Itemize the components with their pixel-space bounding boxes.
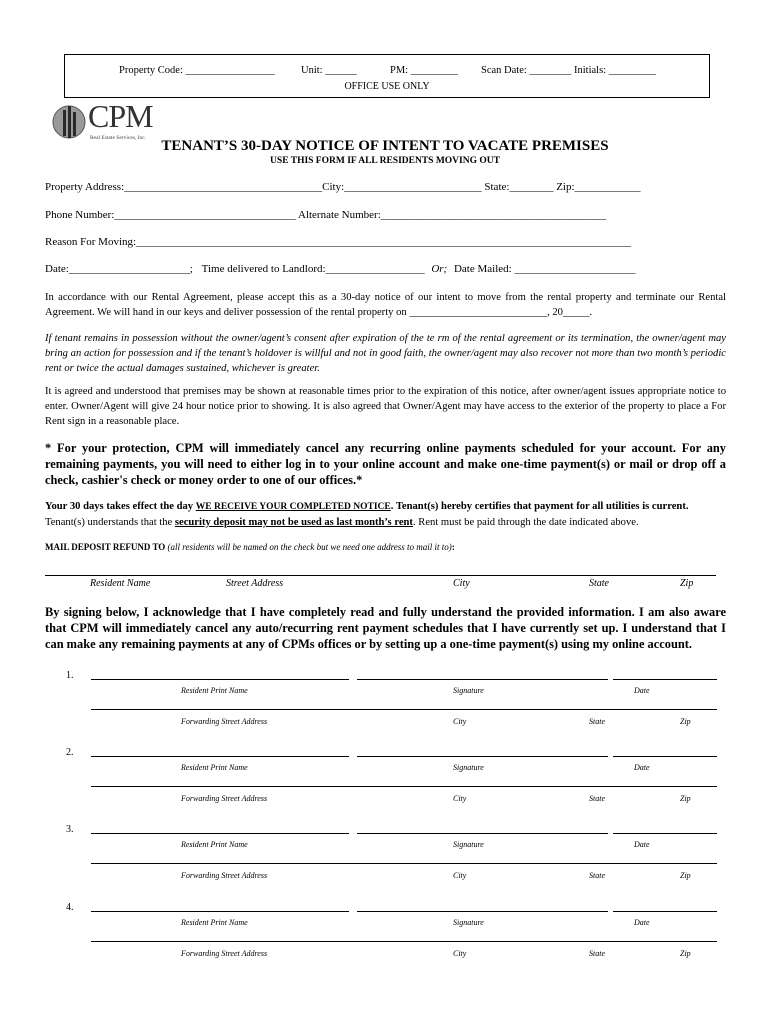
signature-caption: Signature — [453, 763, 484, 772]
showing-paragraph: It is agreed and understood that premises may be shown at reasonable times prior to the expiration of this notice, after owner/agent issues appropriate notice to enter. Owner/Agent will give 24 hour notice prior to showing. It is also agreed that Owner/Agent may have access to the exterior of the property to place a For Rent sign in a reasonable place. — [45, 386, 726, 427]
date-row — [45, 263, 635, 275]
date-caption: Date — [634, 686, 650, 695]
logo-text: CPM — [88, 98, 153, 134]
mail-refund-note: (all residents will be named on the check but we need one address to mail it to) — [165, 542, 452, 552]
unit-field[interactable]: Unit: ______ — [301, 65, 357, 76]
forwarding-zip-caption: Zip — [680, 794, 691, 803]
refund-zip-caption: Zip — [680, 578, 694, 589]
print-name-line[interactable] — [91, 833, 349, 834]
forwarding-zip-caption: Zip — [680, 871, 691, 880]
mail-refund-label: MAIL DEPOSIT REFUND TO — [45, 542, 166, 552]
acknowledgement-paragraph: By signing below, I acknowledge that I have completely read and fully understand the provided information. I am also aware that CPM will immediately cancel any auto/recurring rent payment schedules that I have currently set up. I understand that I can make any remaining payments at any of CPMs offices or by setting up a one-time payment(s) using my online account. — [45, 605, 726, 651]
forwarding-city-caption: City — [453, 949, 467, 958]
forwarding-street-caption: Forwarding Street Address — [181, 717, 268, 726]
date-line[interactable] — [613, 833, 717, 834]
receive-notice-text: WE RECEIVE YOUR COMPLETED NOTICE — [195, 502, 391, 512]
forwarding-zip-caption: Zip — [680, 717, 691, 726]
date-field[interactable]: Date:______________________; — [45, 263, 193, 275]
refund-address-line[interactable] — [45, 575, 716, 576]
signature-caption: Signature — [453, 918, 484, 927]
holdover-paragraph: If tenant remains in possession without the owner/agent’s consent after expiration of the te rm of the rental agreement or its termination, the owner/agent may bring an action for possession and if the tenant’s holdover is willful and not in good faith, the owner/agent may also recover not more than two month’s periodic rent or twice the actual damages sustained, whichever is greater. — [45, 333, 726, 374]
signature-line[interactable] — [357, 911, 608, 912]
date-line[interactable] — [613, 911, 717, 912]
date-caption: Date — [634, 840, 650, 849]
date-line[interactable] — [613, 679, 717, 680]
print-name-caption: Resident Print Name — [181, 686, 248, 695]
property-code-field[interactable]: Property Code: _________________ — [119, 65, 275, 76]
forwarding-address-line[interactable] — [91, 709, 717, 710]
forwarding-city-caption: City — [453, 717, 467, 726]
office-use-box — [64, 54, 710, 98]
signer-number: 3. — [66, 824, 74, 835]
forwarding-zip-caption: Zip — [680, 949, 691, 958]
logo-subtext: Real Estate Services, Inc. — [90, 135, 147, 141]
date-caption: Date — [634, 918, 650, 927]
deposit-warning: security deposit may not be used as last month’s rent — [174, 517, 413, 528]
forwarding-state-caption: State — [589, 717, 605, 726]
property-address-field[interactable]: Property Address:____________________________________City:_________________________ State:________ Zip:____________ — [45, 181, 641, 193]
print-name-caption: Resident Print Name — [181, 763, 248, 772]
print-name-caption: Resident Print Name — [181, 918, 248, 927]
refund-street-caption: Street Address — [226, 578, 284, 589]
forwarding-state-caption: State — [589, 871, 605, 880]
mail-refund-colon: : — [451, 542, 455, 552]
page-subtitle: USE THIS FORM IF ALL RESIDENTS MOVING OUT — [270, 156, 500, 166]
print-name-caption: Resident Print Name — [181, 840, 248, 849]
forwarding-city-caption: City — [453, 794, 467, 803]
or-label: Or; — [431, 263, 448, 275]
forwarding-address-line[interactable] — [91, 941, 717, 942]
refund-city-caption: City — [453, 578, 470, 589]
print-name-line[interactable] — [91, 756, 349, 757]
signer-number: 2. — [66, 747, 74, 758]
signature-line[interactable] — [357, 679, 608, 680]
forwarding-street-caption: Forwarding Street Address — [181, 794, 268, 803]
forwarding-street-caption: Forwarding Street Address — [181, 871, 268, 880]
scan-date-field[interactable]: Scan Date: ________ Initials: _________ — [481, 65, 656, 76]
forwarding-state-caption: State — [589, 949, 605, 958]
mail-refund-heading — [45, 540, 726, 555]
office-use-only-label: OFFICE USE ONLY — [344, 81, 430, 92]
deposit-lead: Tenant(s) understands that the — [45, 517, 175, 528]
forwarding-city-caption: City — [453, 871, 467, 880]
print-name-line[interactable] — [91, 911, 349, 912]
date-line[interactable] — [613, 756, 717, 757]
pm-field[interactable]: PM: _________ — [390, 65, 458, 76]
signature-line[interactable] — [357, 833, 608, 834]
page-title: TENANT’S 30-DAY NOTICE OF INTENT TO VACATE PREMISES — [161, 138, 609, 154]
phone-field[interactable]: Phone Number:_________________________________ Alternate Number:_________________________________________ — [45, 209, 607, 221]
refund-resident-name-caption: Resident Name — [90, 578, 151, 589]
date-mailed-field[interactable]: Date Mailed: ______________________ — [453, 263, 636, 275]
forwarding-street-caption: Forwarding Street Address — [181, 949, 268, 958]
time-delivered-field[interactable]: Time delivered to Landlord:__________________ — [201, 263, 425, 275]
effective-dot: . Tenant(s) hereby certifies that payment for all utilities is current. — [390, 501, 689, 512]
date-caption: Date — [634, 763, 650, 772]
signature-caption: Signature — [453, 686, 484, 695]
reason-field[interactable]: Reason For Moving:__________________________________________________________________________________________ — [45, 236, 632, 248]
effective-lead: Your 30 days takes effect the day — [45, 501, 196, 512]
effective-paragraph — [45, 499, 726, 530]
forwarding-state-caption: State — [589, 794, 605, 803]
signer-number: 1. — [66, 670, 74, 681]
deposit-tail: . Rent must be paid through the date indicated above. — [412, 517, 639, 528]
forwarding-address-line[interactable] — [91, 863, 717, 864]
signer-number: 4. — [66, 902, 74, 913]
signature-caption: Signature — [453, 840, 484, 849]
protection-paragraph: * For your protection, CPM will immediately cancel any recurring online payments scheduled for your account. For any remaining payments, you will need to either log in to your online account and make one-time payment(s) or mail or drop off a check, cashier's check or money order to one of our offices.* — [45, 441, 726, 487]
signature-line[interactable] — [357, 756, 608, 757]
print-name-line[interactable] — [91, 679, 349, 680]
refund-state-caption: State — [589, 578, 609, 589]
intent-paragraph: In accordance with our Rental Agreement, please accept this as a 30-day notice of our intent to move from the rental property and terminate our Rental Agreement. We will hand in our keys and deliver possession of the rental property on __________________________, 20_____. — [45, 292, 726, 318]
forwarding-address-line[interactable] — [91, 786, 717, 787]
